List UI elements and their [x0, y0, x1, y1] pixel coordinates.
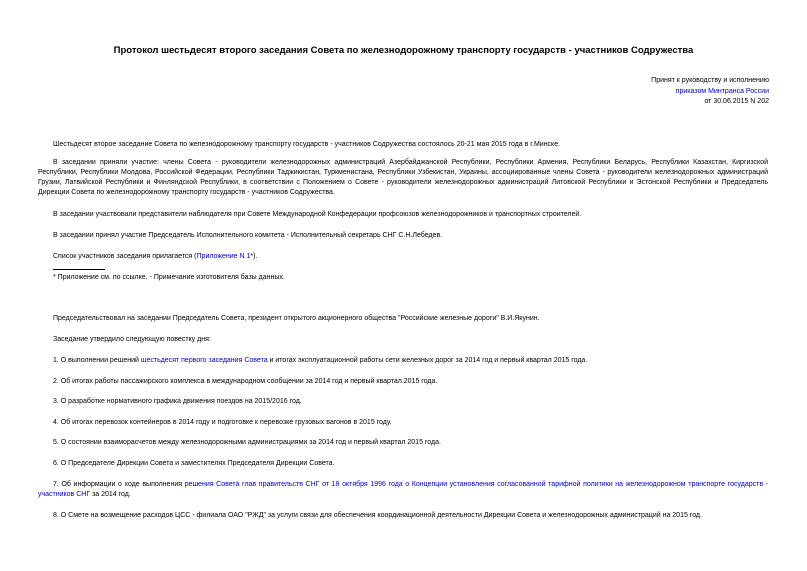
agenda-item-3: 3. О разработке нормативного графика движения поездов на 2015/2016 год.	[53, 398, 302, 405]
document-title: Протокол шестьдесят второго заседания Совета по железнодорожному транспорту государств - участников Содружества	[113, 45, 694, 56]
paragraph-participants: В заседании приняли участие: члены Совета - руководители железнодорожных администраций Азербайджанской Республики, Республики Армения, Республики Беларусь, Республики Казахстан, Киргизской Республики, Республики Молдова, Российской Федерации, Республики Таджикистан, Туркменистана, Республики Узбекистан, Украины, ассоциированные члены Совета - руководители железнодорожных администраций Грузии, Латвийской Республики и Финляндской Республики, в соответствии с Положением о Совете - руководители железнодорожных администраций Литовской Республики и Эстонской Республики и Председатель Дирекции Совета по железнодорожному транспорту государств - участников Содружества.	[38, 159, 768, 196]
approval-note	[651, 76, 769, 108]
paragraph-cis-secretary: В заседании принял участие Председатель Исполнительного комитета - Исполнительный секретарь СНГ С.Н.Лебедев.	[53, 232, 443, 239]
approval-line: Принят к руководству и исполнению	[651, 77, 769, 84]
attachment-text-before: Список участников заседания прилагается (	[53, 253, 197, 260]
agenda-item-4: 4. Об итогах перевозок контейнеров в 2014 году и подготовке к перевозке грузовых вагонов в 2015 году.	[53, 419, 392, 426]
order-link[interactable]: приказом Минтранса России	[675, 87, 769, 95]
agenda-item-1-after: и итогах эксплуатационной работы сети железных дорог за 2014 год и первый квартал 2015 года.	[267, 357, 588, 364]
agenda-item-1	[38, 356, 768, 366]
previous-meeting-link[interactable]: шестьдесят первого заседания Совета	[140, 357, 268, 364]
agenda-item-7-before: 7. Об информации о ходе выполнения	[53, 481, 185, 488]
paragraph-attachment	[38, 252, 768, 262]
agenda-item-1-before: 1. О выполнении решений	[53, 357, 141, 364]
footnote: * Приложение см. по ссылке. - Примечание изготовителя базы данных.	[53, 274, 285, 281]
appendix-link[interactable]: Приложение N 1	[196, 253, 251, 260]
agenda-item-2: 2. Об итогах работы пассажирского комплекса в международном сообщении за 2014 год и первый квартал 2015 года.	[53, 378, 438, 385]
approval-date: от 30.06.2015 N 202	[704, 98, 769, 105]
footnote-divider	[53, 269, 105, 270]
paragraph-meeting-date: Шестьдесят второе заседание Совета по железнодорожному транспорту государств - участников Содружества состоялось 20-21 мая 2015 года в г.Минске.	[53, 141, 561, 148]
cis-decision-link[interactable]: решения Совета глав правительств СНГ от 18 октября 1996 года о Концепции установления согласованной тарифной политики на железнодорожном транспорте государств - участников СНГ	[38, 481, 768, 498]
agenda-item-7	[38, 480, 768, 500]
paragraph-agenda-intro: Заседание утвердило следующую повестку дня:	[53, 336, 211, 343]
paragraph-observers: В заседании участвовали представители наблюдателя при Совете Международной Конфедерации профсоюзов железнодорожников и транспортных строителей.	[53, 211, 582, 218]
agenda-item-6: 6. О Председателе Дирекции Совета и заместителях Председателя Дирекции Совета.	[53, 460, 335, 467]
agenda-item-8: 8. О Смете на возмещение расходов ЦСС - филиала ОАО "РЖД" за услуги связи для обеспечения координационной деятельности Дирекции Совета и железнодорожных администраций на 2015 год.	[53, 512, 702, 519]
attachment-text-after: *).	[250, 253, 258, 260]
agenda-item-7-after: за 2014 год.	[90, 491, 131, 498]
agenda-item-5: 5. О состоянии взаиморасчетов между железнодорожными администрациями за 2014 год и первый квартал 2015 года.	[53, 439, 441, 446]
paragraph-chairman: Председательствовал на заседании Председатель Совета, президент открытого акционерного общества "Российские железные дороги" В.И.Якунин.	[53, 315, 540, 322]
